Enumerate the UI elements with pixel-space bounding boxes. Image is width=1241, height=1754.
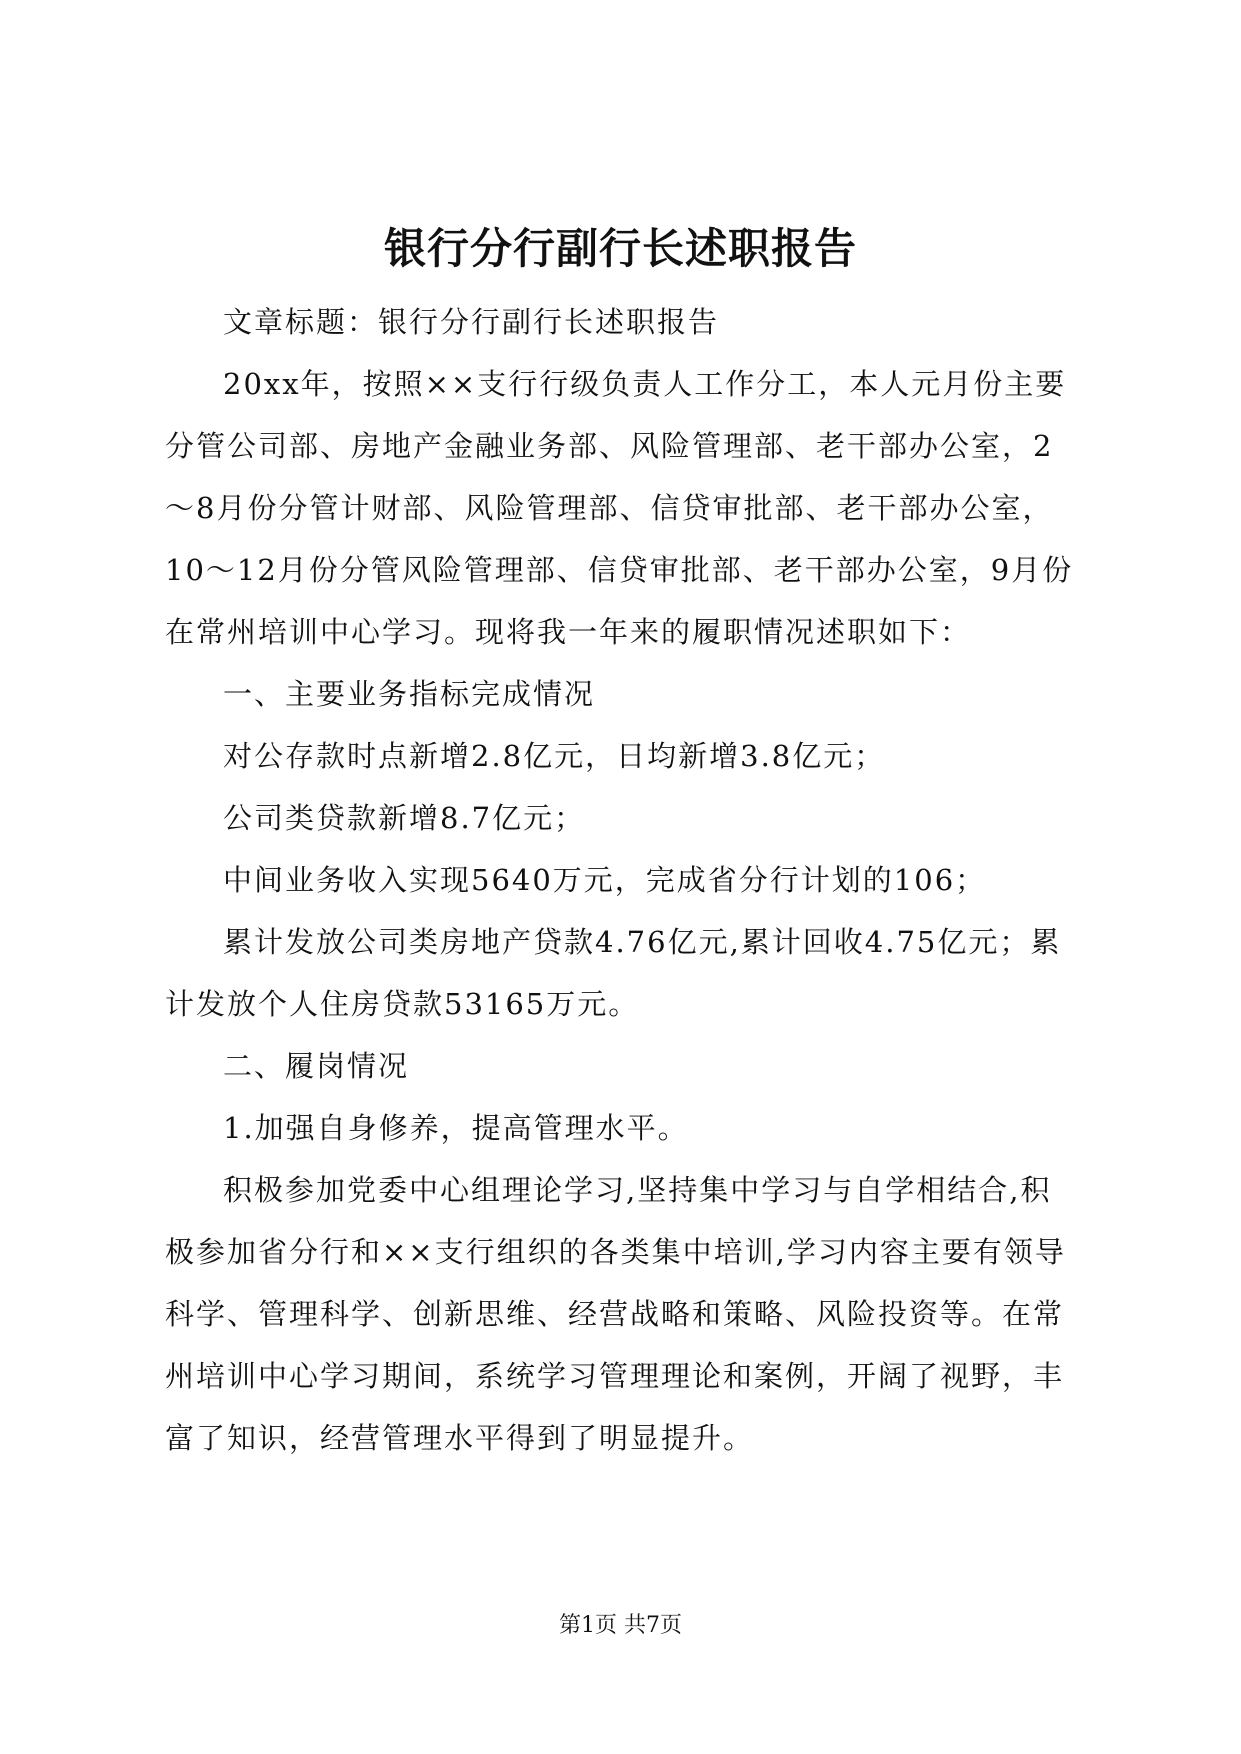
paragraph-loans: 公司类贷款新增8.7亿元；: [223, 801, 586, 835]
paragraph-real-estate-loans: 累计发放公司类房地产贷款4.76亿元,累计回收4.75亿元；累计发放个人住房贷款53165万元。: [165, 925, 1062, 1021]
paragraph-study: 积极参加党委中心组理论学习,坚持集中学习与自学相结合,积极参加省分行和××支行组织的各类集中培训,学习内容主要有领导科学、管理科学、创新思维、经营战略和策略、风险投资等。在常州培训中心学习期间，系统学习管理理论和案例，开阔了视野，丰富了知识，经营管理水平得到了明显提升。: [165, 1173, 1066, 1455]
paragraph-article-title: 文章标题：银行分行副行长述职报告: [223, 305, 720, 339]
paragraph-deposits: 对公存款时点新增2.8亿元，日均新增3.8亿元；: [223, 739, 886, 773]
page-number: 第1页 共7页: [559, 1613, 682, 1638]
document-body: [165, 291, 1081, 1469]
paragraph-intro: 20xx年，按照××支行行级负责人工作分工，本人元月份主要分管公司部、房地产金融业务部、风险管理部、老干部办公室，2～8月份分管计财部、风险管理部、信贷审批部、老干部办公室，10～12月份分管风险管理部、信贷审批部、老干部办公室，9月份在常州培训中心学习。现将我一年来的履职情况述职如下：: [165, 367, 1074, 649]
section-heading-duties: 二、履岗情况: [223, 1049, 410, 1083]
page-footer: [0, 1612, 1241, 1640]
section-heading-indicators: 一、主要业务指标完成情况: [223, 677, 596, 711]
document-title: 银行分行副行长述职报告: [383, 224, 857, 273]
subheading-self-improvement: 1.加强自身修养，提高管理水平。: [223, 1111, 689, 1145]
paragraph-intermediate-income: 中间业务收入实现5640万元，完成省分行计划的106；: [223, 863, 987, 897]
